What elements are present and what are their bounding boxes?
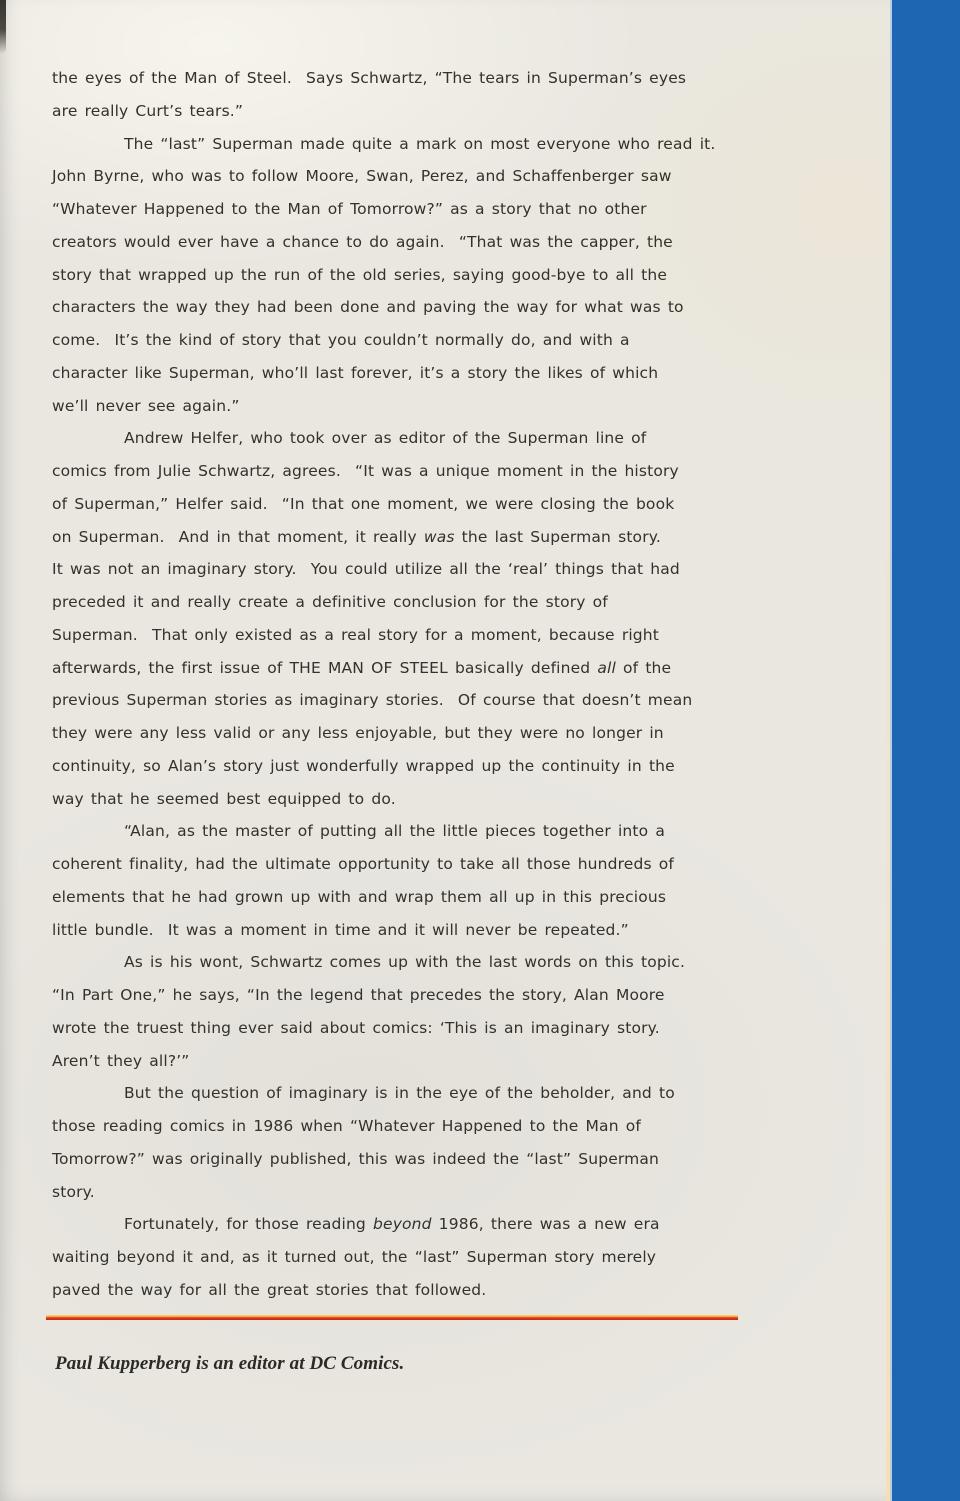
blue-cover-spine [890,0,960,1501]
text-line: “Whatever Happened to the Man of Tomorrow?” as a story that no other [52,200,647,218]
text-line: continuity, so Alan’s story just wonderfully wrapped up the continuity in the [52,756,675,775]
text-line: wrote the truest thing ever said about comics: ‘This is an imaginary story. [52,1018,660,1037]
text-line: Aren’t they all?’” [52,1051,190,1070]
text-line: come. It’s the kind of story that you couldn’t normally do, and with a [52,331,630,349]
separator-rule [46,1315,738,1320]
text-line: creators would ever have a chance to do again. “That was the capper, the [52,232,673,251]
text-line: Fortunately, for those reading beyond 1986, there was a new era [124,1215,660,1234]
text-line: the eyes of the Man of Steel. Says Schwartz, “The tears in Superman’s eyes [52,69,687,87]
text-line: Tomorrow?” was originally published, this was indeed the “last” Superman [52,1149,659,1168]
text-line: afterwards, the first issue of THE MAN OF STEEL basically defined all of the [52,658,672,677]
text-line: we’ll never see again.” [52,396,240,415]
text-line: Superman. That only existed as a real story for a moment, because right [52,625,659,644]
text-line: those reading comics in 1986 when “Whatever Happened to the Man of [52,1117,641,1135]
text-line: are really Curt’s tears.” [52,101,244,120]
text-line: preceded it and really create a definitive conclusion for the story of [52,593,608,611]
text-line: “In Part One,” he says, “In the legend that precedes the story, Alan Moore [52,986,665,1004]
text-line: characters the way they had been done and paving the way for what was to [52,298,684,317]
text-line: way that he seemed best equipped to do. [52,789,396,808]
scan-corner-artifact [0,0,6,54]
text-line: paved the way for all the great stories that followed. [52,1280,487,1299]
text-line: “Alan, as the master of putting all the little pieces together into a [124,822,665,841]
text-line: on Superman. And in that moment, it really was the last Superman story. [52,527,661,546]
author-credit-line: Paul Kupperberg is an editor at DC Comics. [55,1353,405,1374]
text-line: Andrew Helfer, who took over as editor of the Superman line of [124,429,647,448]
text-line: But the question of imaginary is in the eye of the beholder, and to [124,1084,675,1103]
text-line: elements that he had grown up with and wrap them all up in this precious [52,887,667,906]
text-line: waiting beyond it and, as it turned out, the “last” Superman story merely [52,1248,657,1266]
text-line: The “last” Superman made quite a mark on most everyone who read it. [124,134,716,153]
text-line: As is his wont, Schwartz comes up with the last words on this topic. [124,953,686,972]
text-line: comics from Julie Schwartz, agrees. “It was a unique moment in the history [52,462,679,480]
text-line: story. [52,1182,95,1201]
text-line: story that wrapped up the run of the old series, saying good-bye to all the [52,265,668,284]
text-line: little bundle. It was a moment in time and it will never be repeated.” [52,920,629,939]
body-text [52,62,752,1307]
text-line: It was not an imaginary story. You could utilize all the ‘real’ things that had [52,560,680,579]
text-line: previous Superman stories as imaginary stories. Of course that doesn’t mean [52,691,693,710]
text-line: of Superman,” Helfer said. “In that one moment, we were closing the book [52,494,675,513]
text-line: character like Superman, who’ll last forever, it’s a story the likes of which [52,363,659,382]
text-line: John Byrne, who was to follow Moore, Swan, Perez, and Schaffenberger saw [52,167,672,186]
text-line: they were any less valid or any less enjoyable, but they were no longer in [52,724,664,742]
text-line: coherent finality, had the ultimate opportunity to take all those hundreds of [52,855,675,873]
